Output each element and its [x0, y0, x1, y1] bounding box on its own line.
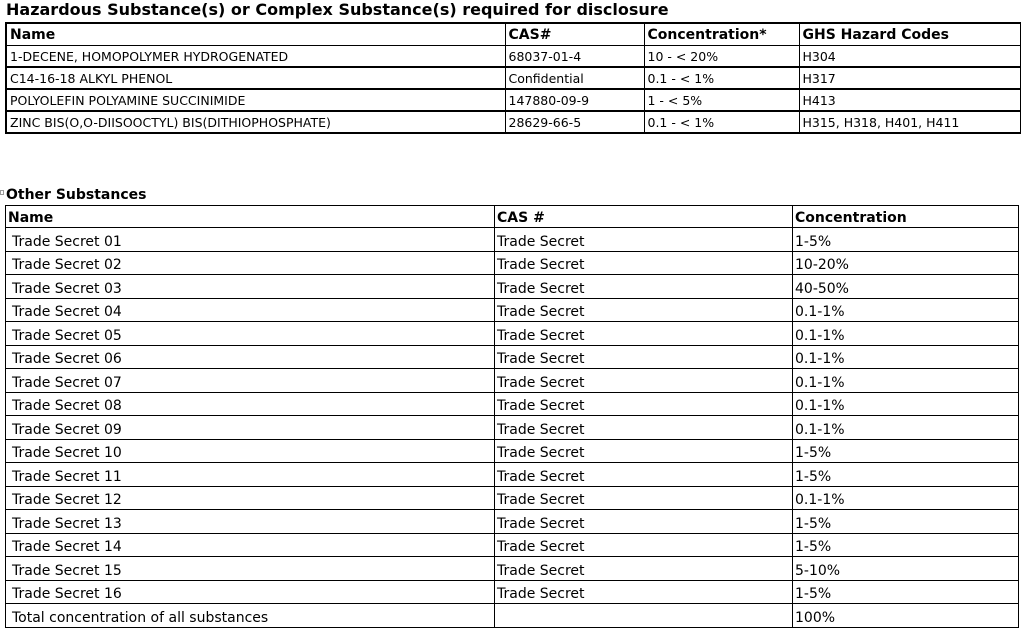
ghs-codes-cell: H304 [799, 46, 1021, 68]
total-concentration-cell: 100% [793, 604, 1019, 628]
table-row [6, 228, 1019, 252]
concentration-cell: 0.1-1% [793, 416, 1019, 440]
concentration-cell: 0.1-1% [793, 392, 1019, 416]
total-row [6, 604, 1019, 628]
ghs-codes-cell: H317 [799, 67, 1021, 89]
substance-name-cell: Trade Secret 09 [6, 416, 495, 440]
substance-name-cell: Trade Secret 01 [6, 228, 495, 252]
cas-number-cell: Trade Secret [495, 557, 793, 581]
cas-number-cell: 147880-09-9 [505, 89, 644, 111]
table-row [6, 416, 1019, 440]
concentration-cell: 0.1-1% [793, 322, 1019, 346]
concentration-cell: 0.1-1% [793, 298, 1019, 322]
substance-name-cell: Trade Secret 08 [6, 392, 495, 416]
ghs-codes-cell: H315, H318, H401, H411 [799, 111, 1021, 133]
concentration-cell: 0.1-1% [793, 345, 1019, 369]
substance-name-cell: Trade Secret 15 [6, 557, 495, 581]
concentration-cell: 1 - < 5% [644, 89, 799, 111]
table-row [6, 439, 1019, 463]
substance-name-cell: Trade Secret 07 [6, 369, 495, 393]
cas-number-cell: Trade Secret [495, 228, 793, 252]
substance-name-cell: 1-DECENE, HOMOPOLYMER HYDROGENATED [6, 46, 505, 68]
other-header-concentration: Concentration [793, 206, 1019, 228]
cas-number-cell: Trade Secret [495, 580, 793, 604]
table-row [6, 345, 1019, 369]
concentration-cell: 0.1 - < 1% [644, 67, 799, 89]
substance-name-cell: POLYOLEFIN POLYAMINE SUCCINIMIDE [6, 89, 505, 111]
concentration-cell: 1-5% [793, 580, 1019, 604]
other-table-body [6, 228, 1019, 628]
other-header-name: Name [6, 206, 495, 228]
substance-name-cell: Trade Secret 04 [6, 298, 495, 322]
table-row [6, 67, 1021, 89]
other-header-cas: CAS # [495, 206, 793, 228]
table-row [6, 557, 1019, 581]
table-row [6, 298, 1019, 322]
table-row [6, 510, 1019, 534]
substance-name-cell: Trade Secret 11 [6, 463, 495, 487]
cas-number-cell: Trade Secret [495, 392, 793, 416]
total-label-cell: Total concentration of all substances [6, 604, 495, 628]
substance-name-cell: Trade Secret 13 [6, 510, 495, 534]
concentration-cell: 10 - < 20% [644, 46, 799, 68]
hazardous-header-concentration: Concentration* [644, 23, 799, 46]
substance-name-cell: ZINC BIS(O,O-DIISOOCTYL) BIS(DITHIOPHOSPHATE) [6, 111, 505, 133]
substance-name-cell: Trade Secret 16 [6, 580, 495, 604]
cas-number-cell: Trade Secret [495, 439, 793, 463]
concentration-cell: 0.1-1% [793, 486, 1019, 510]
substance-name-cell: Trade Secret 05 [6, 322, 495, 346]
concentration-cell: 0.1-1% [793, 369, 1019, 393]
concentration-cell: 1-5% [793, 228, 1019, 252]
table-row [6, 533, 1019, 557]
table-row [6, 392, 1019, 416]
substance-name-cell: Trade Secret 10 [6, 439, 495, 463]
substance-name-cell: Trade Secret 03 [6, 275, 495, 299]
concentration-cell: 1-5% [793, 439, 1019, 463]
table-row [6, 463, 1019, 487]
table-row [6, 275, 1019, 299]
table-row [6, 486, 1019, 510]
cas-number-cell: Trade Secret [495, 463, 793, 487]
hazardous-header-name: Name [6, 23, 505, 46]
hazardous-header-ghs: GHS Hazard Codes [799, 23, 1021, 46]
concentration-cell: 1-5% [793, 533, 1019, 557]
table-row [6, 580, 1019, 604]
table-row [6, 89, 1021, 111]
cell-selection-marker [0, 190, 4, 195]
substance-name-cell: Trade Secret 14 [6, 533, 495, 557]
concentration-cell: 10-20% [793, 251, 1019, 275]
ghs-codes-cell: H413 [799, 89, 1021, 111]
substance-name-cell: Trade Secret 12 [6, 486, 495, 510]
table-row [6, 322, 1019, 346]
cas-number-cell: Trade Secret [495, 275, 793, 299]
concentration-cell: 1-5% [793, 510, 1019, 534]
cas-number-cell: Trade Secret [495, 298, 793, 322]
hazardous-header-row [6, 23, 1021, 46]
substance-name-cell: C14-16-18 ALKYL PHENOL [6, 67, 505, 89]
cas-number-cell: Trade Secret [495, 322, 793, 346]
cas-number-cell: Confidential [505, 67, 644, 89]
cas-number-cell: Trade Secret [495, 510, 793, 534]
hazardous-section-title: Hazardous Substance(s) or Complex Substance(s) required for disclosure [6, 0, 669, 19]
concentration-cell: 1-5% [793, 463, 1019, 487]
cas-number-cell: Trade Secret [495, 345, 793, 369]
total-cas-cell [495, 604, 793, 628]
other-header-row [6, 206, 1019, 228]
hazardous-substances-table [5, 22, 1021, 134]
substance-name-cell: Trade Secret 02 [6, 251, 495, 275]
table-row [6, 251, 1019, 275]
hazardous-header-cas: CAS# [505, 23, 644, 46]
table-row [6, 46, 1021, 68]
hazardous-table-body [6, 46, 1021, 134]
cas-number-cell: Trade Secret [495, 369, 793, 393]
cas-number-cell: 28629-66-5 [505, 111, 644, 133]
other-section-title: Other Substances [6, 187, 147, 203]
cas-number-cell: 68037-01-4 [505, 46, 644, 68]
table-row [6, 369, 1019, 393]
cas-number-cell: Trade Secret [495, 416, 793, 440]
other-substances-table [5, 205, 1019, 628]
concentration-cell: 0.1 - < 1% [644, 111, 799, 133]
substance-name-cell: Trade Secret 06 [6, 345, 495, 369]
cas-number-cell: Trade Secret [495, 533, 793, 557]
cas-number-cell: Trade Secret [495, 486, 793, 510]
cas-number-cell: Trade Secret [495, 251, 793, 275]
concentration-cell: 5-10% [793, 557, 1019, 581]
table-row [6, 111, 1021, 133]
concentration-cell: 40-50% [793, 275, 1019, 299]
